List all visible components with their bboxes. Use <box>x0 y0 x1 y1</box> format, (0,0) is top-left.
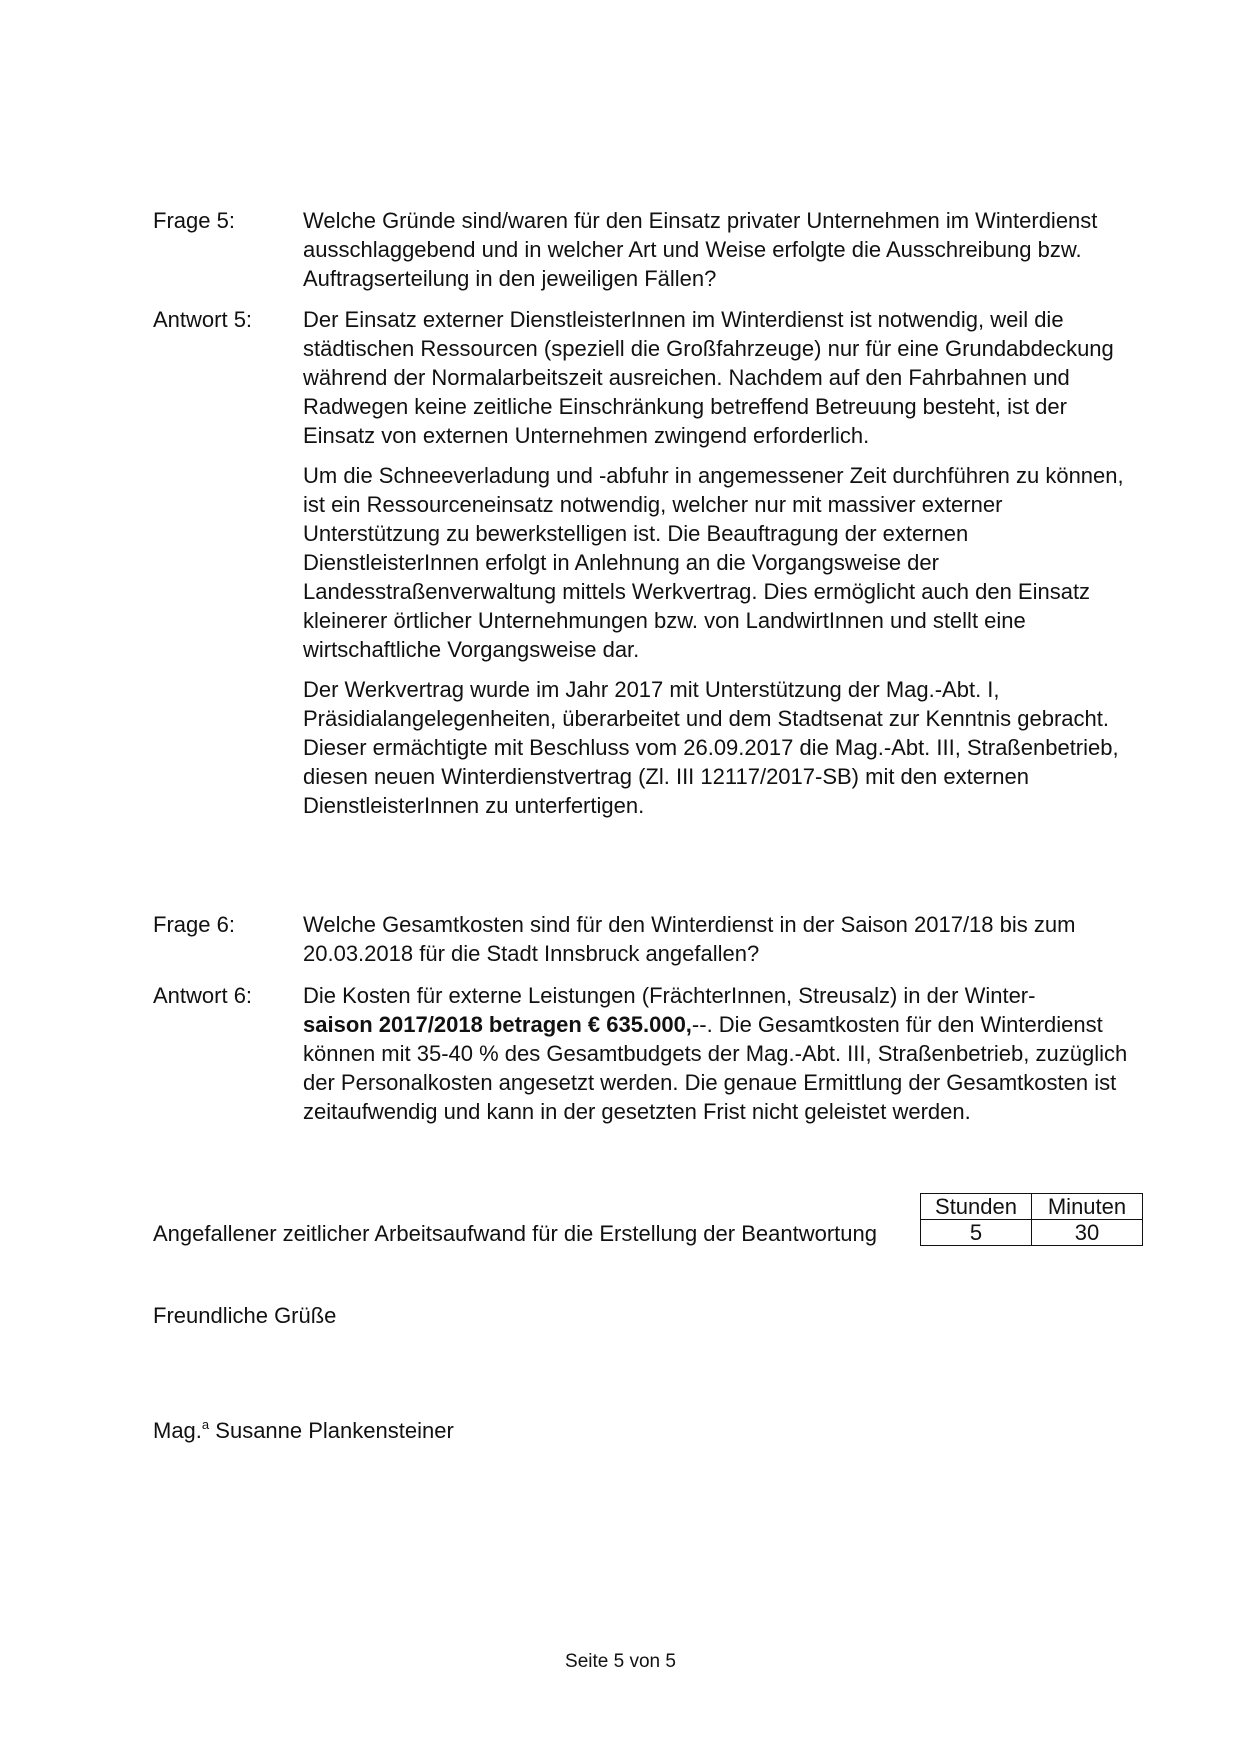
effort-hours-header: Stunden <box>921 1194 1032 1220</box>
signature-title: Mag. <box>153 1418 202 1443</box>
effort-table <box>920 1193 1143 1246</box>
answer-6-label: Antwort 6: <box>153 983 253 1008</box>
page-footer: Seite 5 von 5 <box>565 1651 676 1672</box>
question-6-text: Welche Gesamtkosten sind für den Winterdienst in der Saison 2017/18 bis zum 20.03.2018 für die Stadt Innsbruck angefallen? <box>303 912 1076 966</box>
answer-6 <box>153 981 1143 1137</box>
answer-5-paragraph-1: Der Einsatz externer DienstleisterInnen im Winterdienst ist notwendig, weil die städtischen Ressourcen (speziell die Großfahrzeuge) nur für eine Grundabdeckung während der Normalarbeitszeit ausreichen. Nachdem auf den Fahrbahnen und Radwegen keine zeitliche Einschränkung betreffend Betreuung besteht, ist der Einsatz von externen Unternehmen zwingend erforderlich. <box>303 307 1114 448</box>
answer-5 <box>153 305 1143 831</box>
question-5-label: Frage 5: <box>153 208 235 233</box>
closing-greeting: Freundliche Grüße <box>153 1303 337 1328</box>
answer-6-text-end: --. Die Gesamtkosten für den Winterdienst können mit 35-40 % des Gesamtbudgets der Mag.-Abt. III, Straßenbetrieb, zuzüglich der Personalkosten angesetzt werden. Die genaue Ermittlung der Gesamtkosten ist zeitaufwendig und kann in der gesetzten Frist nicht geleistet werden. <box>303 1012 1128 1124</box>
effort-minutes-header: Minuten <box>1032 1194 1143 1220</box>
answer-6-text-start: Die Kosten für externe Leistungen (FrächterInnen, Streusalz) in der Winter <box>303 983 1029 1008</box>
question-6 <box>153 910 1143 979</box>
signature <box>153 1410 454 1445</box>
answer-5-label: Antwort 5: <box>153 307 253 332</box>
signature-title-superscript: a <box>201 1417 210 1432</box>
answer-5-paragraph-3: Der Werkvertrag wurde im Jahr 2017 mit Unterstützung der Mag.-Abt. I, Präsidialangelegenheiten, überarbeitet und dem Stadtsenat zur Kenntnis gebracht. Dieser ermächtigte mit Beschluss vom 26.09.2017 die Mag.-Abt. III, Straßenbetrieb, diesen neuen Winterdienstvertrag (Zl. III 12117/2017-SB) mit den externen DienstleisterInnen zu unterfertigen. <box>303 677 1119 818</box>
answer-6-text: Die Kosten für externe Leistungen (FrächterInnen, Streusalz) in der Winter- saison 2017/2018 betragen € 635.000,--. Die Gesamtkosten für den Winterdienst können mit 35-40 % des Gesamtbudgets der Mag.-Abt. III, Straßenbetrieb, zuzüglich der Personalkosten angesetzt werden. Die genaue Ermittlung der Gesamtkosten ist zeitaufwendig und kann in der gesetzten Frist nicht geleistet werden. <box>303 983 1128 1124</box>
answer-6-cost-highlight: saison 2017/2018 betragen € 635.000, <box>303 1012 692 1037</box>
effort-label: Angefallener zeitlicher Arbeitsaufwand für die Erstellung der Beantwortung <box>153 1221 877 1246</box>
question-5 <box>153 206 1143 304</box>
question-6-label: Frage 6: <box>153 912 235 937</box>
effort-hours-value: 5 <box>921 1220 1032 1246</box>
question-5-text: Welche Gründe sind/waren für den Einsatz privater Unternehmen im Winterdienst ausschlaggebend und in welcher Art und Weise erfolgte die Ausschreibung bzw. Auftragserteilung in den jeweiligen Fällen? <box>303 208 1098 291</box>
effort-minutes-value: 30 <box>1032 1220 1143 1246</box>
answer-5-paragraph-2: Um die Schneeverladung und -abfuhr in angemessener Zeit durchführen zu können, ist ein Ressourceneinsatz notwendig, welcher nur mit massiver externer Unterstützung zu bewerkstelligen ist. Die Beauftragung der externen DienstleisterInnen erfolgt in Anlehnung an die Vorgangsweise der Landesstraßenverwaltung mittels Werkvertrag. Dies ermöglicht auch den Einsatz kleinerer örtlicher Unternehmungen bzw. von LandwirtInnen und stellt eine wirtschaftliche Vorgangsweise dar. <box>303 463 1124 662</box>
signature-name: Susanne Plankensteiner <box>215 1418 454 1443</box>
